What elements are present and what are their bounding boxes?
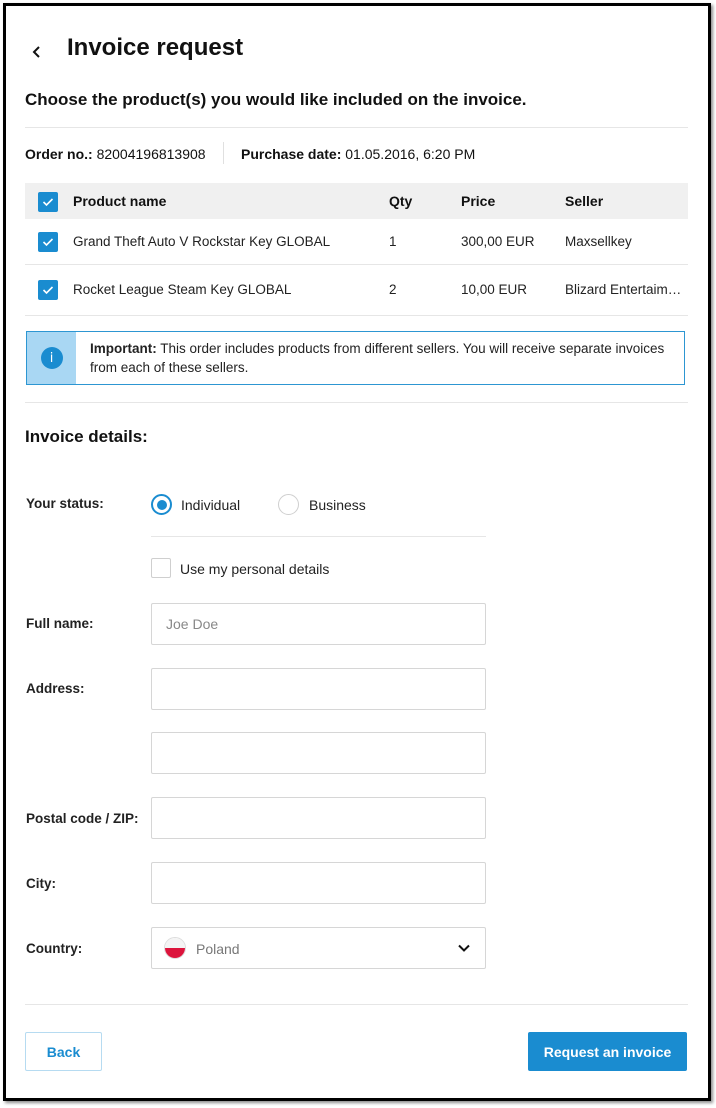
invoice-details-heading: Invoice details: [25, 427, 148, 446]
city-label: City: [26, 876, 56, 891]
row-qty: 2 [389, 282, 397, 297]
notice-text [90, 339, 680, 377]
status-divider [151, 536, 486, 537]
status-business-label[interactable]: Business [309, 497, 366, 513]
status-label: Your status: [26, 496, 104, 511]
different-sellers-notice [26, 331, 685, 385]
row-price: 10,00 EUR [461, 282, 528, 297]
row-divider [25, 264, 688, 265]
check-icon [42, 237, 54, 247]
order-number [25, 146, 206, 162]
back-nav-button[interactable] [26, 39, 48, 65]
column-header-price: Price [461, 193, 496, 209]
full-name-input[interactable] [151, 603, 486, 645]
country-label: Country: [26, 941, 83, 956]
full-name-label: Full name: [26, 616, 94, 631]
country-value: Poland [196, 941, 240, 957]
address-line1-input[interactable] [151, 668, 486, 710]
back-button[interactable]: Back [25, 1032, 102, 1071]
column-header-seller: Seller [565, 193, 604, 209]
divider [25, 127, 688, 128]
status-individual-radio[interactable] [151, 494, 172, 515]
column-header-product: Product name [73, 193, 167, 209]
address-label: Address: [26, 681, 85, 696]
city-input[interactable] [151, 862, 486, 904]
row-product-name: Rocket League Steam Key GLOBAL [73, 282, 292, 297]
info-icon: i [41, 347, 63, 369]
use-personal-details-label[interactable]: Use my personal details [180, 561, 330, 577]
postal-code-input[interactable] [151, 797, 486, 839]
status-business-radio[interactable] [278, 494, 299, 515]
order-number-value: 82004196813908 [96, 146, 206, 162]
row-qty: 1 [389, 234, 397, 249]
radio-dot [157, 500, 167, 510]
purchase-date-value: 01.05.2016, 6:20 PM [345, 146, 476, 162]
row-product-name: Grand Theft Auto V Rockstar Key GLOBAL [73, 234, 331, 249]
column-header-qty: Qty [389, 193, 413, 209]
invoice-request-page [3, 3, 711, 1101]
check-icon [42, 197, 54, 207]
divider [25, 1004, 688, 1005]
postal-code-label: Postal code / ZIP: [26, 811, 139, 826]
purchase-date [241, 146, 475, 162]
notice-bold: Important: [90, 341, 157, 356]
row-seller: Maxsellkey [565, 234, 632, 249]
chevron-left-icon [31, 45, 43, 59]
instructions-heading: Choose the product(s) you would like included on the invoice. [25, 90, 527, 109]
poland-flag-icon [164, 937, 186, 959]
chevron-down-icon [457, 941, 471, 955]
purchase-date-label: Purchase date: [241, 146, 342, 162]
divider [25, 402, 688, 403]
meta-divider [223, 142, 224, 164]
select-all-checkbox[interactable] [38, 192, 58, 212]
order-number-label: Order no.: [25, 146, 93, 162]
row-checkbox[interactable] [38, 280, 58, 300]
row-divider [25, 315, 688, 316]
status-individual-label[interactable]: Individual [181, 497, 241, 513]
notice-body: This order includes products from different sellers. You will receive separate invoices from each of these sellers. [90, 341, 665, 375]
page-title: Invoice request [67, 34, 244, 61]
row-checkbox[interactable] [38, 232, 58, 252]
row-price: 300,00 EUR [461, 234, 535, 249]
use-personal-details-checkbox[interactable] [151, 558, 171, 578]
row-seller: Blizard Entertaim… [565, 282, 682, 297]
check-icon [42, 285, 54, 295]
notice-icon-panel [27, 332, 76, 384]
address-line2-input[interactable] [151, 732, 486, 774]
request-invoice-button[interactable]: Request an invoice [528, 1032, 687, 1071]
country-select[interactable] [151, 927, 486, 969]
